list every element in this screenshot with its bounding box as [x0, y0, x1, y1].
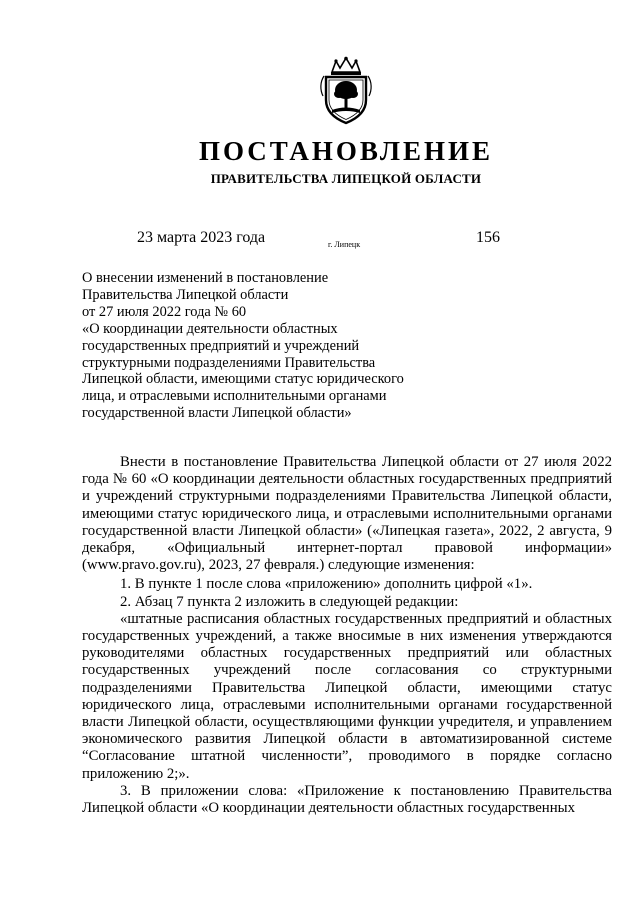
coat-of-arms-icon: [318, 56, 374, 126]
subject-line: государственной власти Липецкой области»: [82, 405, 352, 422]
document-title: ПОСТАНОВЛЕНИЕ: [198, 136, 494, 166]
subject-line: Липецкой области, имеющими статус юридического: [82, 371, 404, 388]
document-subject: [82, 270, 442, 422]
subject-line: государственных предприятий и учреждений: [82, 337, 360, 354]
subject-line: лица, и отраслевыми исполнительными органами: [82, 388, 387, 405]
item-2-paragraph: 2. Абзац 7 пункта 2 изложить в следующей редакции:: [120, 593, 459, 610]
quoted-text-paragraph: «штатные расписания областных государственных предприятий и областных государственных учреждений, а также вносимые в них изменения утверждаются руководителями областных государственных предприятий или областных государственных учреждений после согласования со структурными подразделениями Правительства Липецкой области, имеющими статус юридического лица, отраслевыми исполнительными органами государственной власти Липецкой области, осуществляющими функции учредителя, и управлением экономического развития Липецкой области в автоматизированной системе “Согласование штатной численности”, проводимого в порядке согласно приложению 2;».: [82, 610, 612, 782]
subject-line: Правительства Липецкой области: [82, 286, 289, 303]
intro-paragraph: Внести в постановление Правительства Липецкой области от 27 июля 2022 года № 60 «О координации деятельности областных государственных предприятий и учреждений структурными подразделениями Правительства Липецкой области, имеющими статус юридического лица, и отраслевыми исполнительными органами государственной власти Липецкой области» («Липецкая газета», 2022, 2 августа, 9 декабря, «Официальный интернет-портал правовой информации» (www.pravo.gov.ru), 2023, 27 февраля.) следующие изменения:: [82, 454, 612, 574]
subject-line: «О координации деятельности областных: [82, 320, 338, 337]
item-3-paragraph: 3. В приложении слова: «Приложение к постановлению Правительства Липецкой области «О координации деятельности областных государственных: [82, 782, 612, 817]
document-body: [82, 454, 612, 817]
subject-line: от 27 июля 2022 года № 60: [82, 303, 247, 320]
subject-line: структурными подразделениями Правительства: [82, 354, 376, 371]
document-place: г. Липецк: [328, 240, 361, 249]
issuer-name: ПРАВИТЕЛЬСТВА ЛИПЕЦКОЙ ОБЛАСТИ: [210, 171, 482, 186]
document-number: 156: [476, 229, 500, 246]
item-1-paragraph: 1. В пункте 1 после слова «приложению» дополнить цифрой «1».: [120, 576, 533, 593]
document-date: 23 марта 2023 года: [137, 229, 266, 246]
subject-line: О внесении изменений в постановление: [82, 270, 329, 286]
